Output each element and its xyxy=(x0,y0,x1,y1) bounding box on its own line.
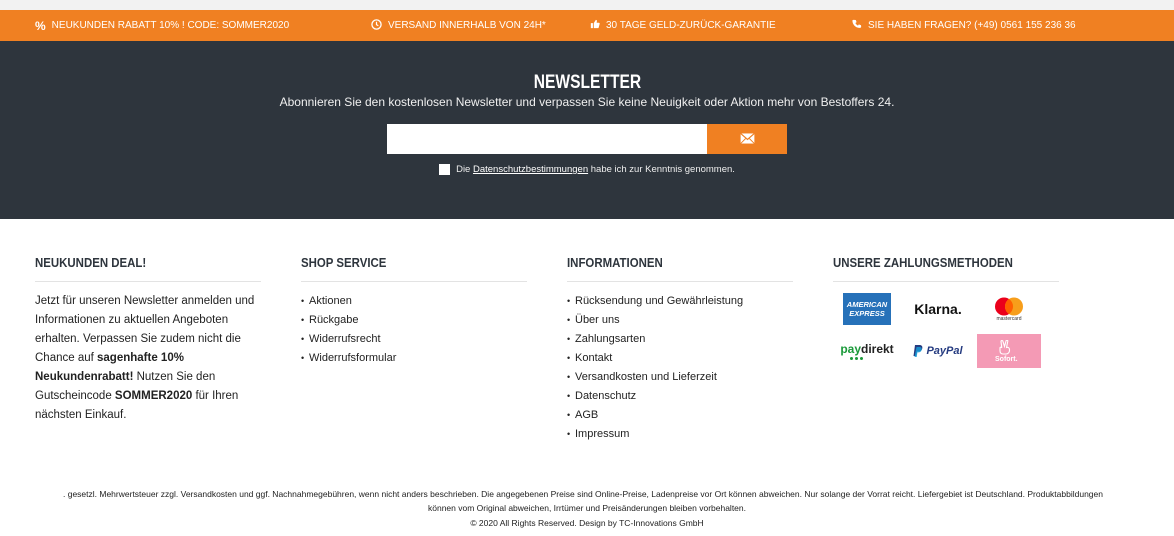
newsletter-subtitle: Abonnieren Sie den kostenlosen Newsletter und verpassen Sie keine Neuigkeit oder Aktion mehr von Bestoffers 24. xyxy=(279,95,895,109)
info-links xyxy=(567,292,793,444)
payment-logos xyxy=(835,292,1059,368)
paydirekt-text: pay xyxy=(840,342,861,356)
paypal-icon xyxy=(913,345,923,358)
service-link-widerrufsrecht[interactable]: • Widerrufsrecht xyxy=(301,330,527,349)
info-heading: INFORMATIONEN xyxy=(567,255,663,270)
divider xyxy=(567,281,793,282)
info-link-ueber-uns[interactable]: • Über uns xyxy=(567,311,793,330)
paydirekt-logo xyxy=(835,334,899,368)
payments-heading: UNSERE ZAHLUNGSMETHODEN xyxy=(833,255,1013,270)
footer-col-deal xyxy=(35,255,261,425)
deal-text xyxy=(35,292,261,425)
divider xyxy=(833,281,1059,282)
percent-icon: % xyxy=(35,18,46,33)
consent-prefix: Die xyxy=(456,164,473,175)
service-link-aktionen[interactable]: • Aktionen xyxy=(301,292,527,311)
promo-item-guarantee xyxy=(590,10,776,41)
deal-highlight: sagenhafte 10% Neukundenrabatt! xyxy=(35,352,184,383)
info-link-ruecksendung[interactable]: • Rücksendung und Gewährleistung xyxy=(567,292,793,311)
newsletter-submit-button[interactable] xyxy=(707,124,787,154)
deal-heading: NEUKUNDEN DEAL! xyxy=(35,255,147,270)
promo-item-contact xyxy=(852,10,1076,41)
promo-item-shipping xyxy=(371,10,546,41)
info-link-zahlungsarten[interactable]: • Zahlungsarten xyxy=(567,330,793,349)
paydirekt-text: direkt xyxy=(861,342,894,356)
klarna-logo xyxy=(906,292,970,326)
legal-text: können vom Original abweichen, Irrtümer und Preisänderungen bleiben vorbehalten. xyxy=(428,503,746,513)
promo-text-contact: SIE HABEN FRAGEN? (+49) 0561 155 236 36 xyxy=(868,20,1076,31)
service-heading: SHOP SERVICE xyxy=(301,255,387,270)
privacy-policy-link[interactable]: Datenschutzbestimmungen xyxy=(472,164,589,175)
mastercard-logo xyxy=(977,292,1041,326)
divider xyxy=(35,281,261,282)
consent-suffix: habe ich zur Kenntnis genommen. xyxy=(588,164,735,175)
paypal-logo xyxy=(906,334,970,368)
deal-text-part: Nutzen Sie den Gutscheincode xyxy=(35,371,216,402)
amex-text: EXPRESS xyxy=(849,309,885,318)
promo-text-discount: NEUKUNDEN RABATT 10% ! CODE: SOMMER2020 xyxy=(51,20,290,31)
sofort-text: Sofort. xyxy=(995,355,1018,363)
consent-label xyxy=(456,164,735,175)
top-strip xyxy=(0,0,1174,10)
newsletter-email-input[interactable] xyxy=(387,124,707,154)
promo-text-guarantee: 30 TAGE GELD-ZURÜCK-GARANTIE xyxy=(606,20,776,31)
paypal-text: PayPal xyxy=(926,345,963,357)
newsletter-form xyxy=(387,124,787,154)
mastercard-text: mastercard xyxy=(996,315,1022,322)
footer xyxy=(0,219,1174,475)
service-link-rueckgabe[interactable]: • Rückgabe xyxy=(301,311,527,330)
service-link-widerrufsformular[interactable]: • Widerrufsformular xyxy=(301,349,527,368)
coupon-code: SOMMER2020 xyxy=(114,390,193,402)
newsletter-consent xyxy=(0,164,1174,175)
service-links xyxy=(301,292,527,368)
promo-text-shipping: VERSAND INNERHALB VON 24H* xyxy=(388,20,546,31)
consent-checkbox[interactable] xyxy=(439,164,450,175)
deal-text-part: Jetzt für unseren Newsletter anmelden und Informationen zu aktuellen Angeboten erhalten. Verpassen Sie zudem nicht die Chance auf xyxy=(35,295,255,364)
footer-col-service xyxy=(301,255,527,368)
info-link-agb[interactable]: • AGB xyxy=(567,406,793,425)
klarna-text: Klarna. xyxy=(914,301,962,317)
promo-item-discount xyxy=(35,10,289,41)
envelope-icon xyxy=(740,132,755,147)
copyright: © 2020 All Rights Reserved. Design by TC-Innovations GmbH xyxy=(470,518,704,528)
divider xyxy=(301,281,527,282)
info-link-datenschutz[interactable]: • Datenschutz xyxy=(567,387,793,406)
clock-icon xyxy=(371,19,382,33)
amex-text: AMERICAN xyxy=(846,300,888,309)
info-link-kontakt[interactable]: • Kontakt xyxy=(567,349,793,368)
footer-col-payments xyxy=(833,255,1059,368)
sofort-logo xyxy=(977,334,1041,368)
paydirekt-dots-icon xyxy=(850,357,863,360)
thumbs-up-icon xyxy=(590,19,600,32)
victory-hand-icon xyxy=(999,340,1013,356)
newsletter-title: NEWSLETTER xyxy=(533,72,641,93)
newsletter-section xyxy=(0,41,1174,219)
legal-text: . gesetzl. Mehrwertsteuer zzgl. Versandkosten und ggf. Nachnahmegebühren, wenn nicht anders beschrieben. Die angegebenen Preise sind Online-Preise, Ladenpreise vor Ort können abweichen. Nur solange der Vorrat reicht. Liefergebiet ist Deutschland. Produktabbildungen xyxy=(63,489,1103,499)
phone-icon xyxy=(852,19,862,32)
info-link-versandkosten[interactable]: • Versandkosten und Lieferzeit xyxy=(567,368,793,387)
amex-logo xyxy=(835,292,899,326)
promo-bar xyxy=(0,10,1174,41)
footer-col-info xyxy=(567,255,793,444)
deal-text-part: für Ihren nächsten Einkauf. xyxy=(35,390,239,421)
info-link-impressum[interactable]: • Impressum xyxy=(567,425,793,444)
legal-notice xyxy=(0,487,1174,530)
